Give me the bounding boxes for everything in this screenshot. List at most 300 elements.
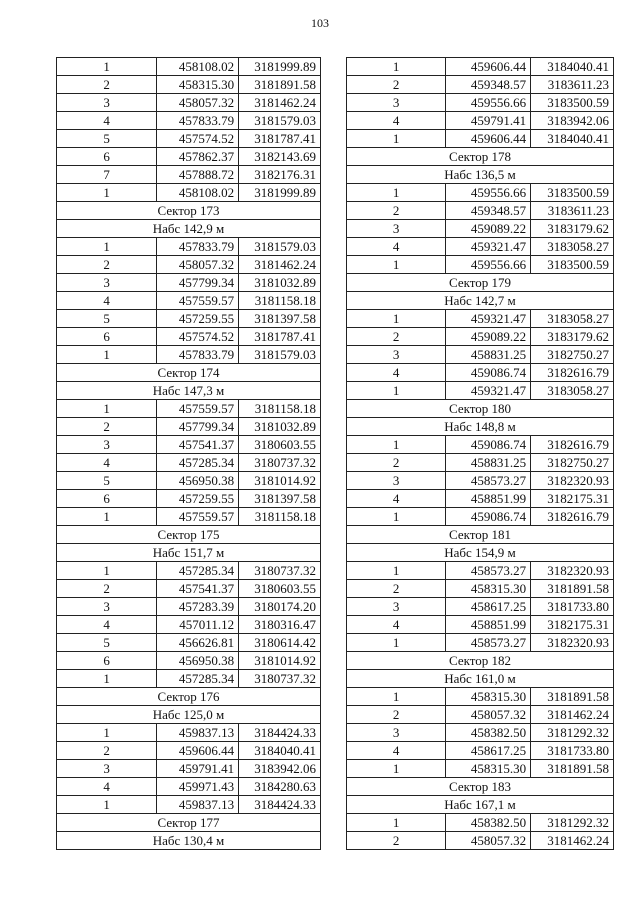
- point-number: 2: [57, 256, 157, 274]
- sector-header: Набс 161,0 м: [347, 670, 614, 688]
- sector-header: Набс 125,0 м: [57, 706, 321, 724]
- x-coordinate: 458382.50: [446, 724, 531, 742]
- x-coordinate: 458315.30: [446, 760, 531, 778]
- point-number: 1: [347, 688, 446, 706]
- x-coordinate: 458315.30: [446, 580, 531, 598]
- point-number: 2: [347, 328, 446, 346]
- y-coordinate: 3180614.42: [239, 634, 321, 652]
- point-number: 5: [57, 472, 157, 490]
- x-coordinate: 459606.44: [446, 58, 531, 76]
- sector-header: Сектор 182: [347, 652, 614, 670]
- point-number: 1: [347, 814, 446, 832]
- x-coordinate: 457559.57: [157, 508, 239, 526]
- x-coordinate: 456950.38: [157, 652, 239, 670]
- x-coordinate: 457559.57: [157, 292, 239, 310]
- y-coordinate: 3181579.03: [239, 346, 321, 364]
- x-coordinate: 458382.50: [446, 814, 531, 832]
- point-number: 2: [347, 76, 446, 94]
- y-coordinate: 3181014.92: [239, 652, 321, 670]
- x-coordinate: 459089.22: [446, 220, 531, 238]
- y-coordinate: 3181397.58: [239, 310, 321, 328]
- y-coordinate: 3182320.93: [531, 472, 614, 490]
- coordinate-row: [347, 832, 614, 850]
- y-coordinate: 3181891.58: [239, 76, 321, 94]
- sector-header: Сектор 177: [57, 814, 321, 832]
- coordinate-row: [57, 112, 321, 130]
- sector-header: Набс 151,7 м: [57, 544, 321, 562]
- coordinate-row: [347, 256, 614, 274]
- page-number: 103: [311, 16, 329, 30]
- y-coordinate: 3184424.33: [239, 796, 321, 814]
- y-coordinate: 3180603.55: [239, 436, 321, 454]
- coordinate-row: [57, 742, 321, 760]
- point-number: 3: [347, 346, 446, 364]
- point-number: 1: [347, 310, 446, 328]
- sector-header: Сектор 174: [57, 364, 321, 382]
- y-coordinate: 3184424.33: [239, 724, 321, 742]
- y-coordinate: 3183611.23: [531, 202, 614, 220]
- point-number: 3: [57, 274, 157, 292]
- point-number: 6: [57, 328, 157, 346]
- sector-header: Набс 130,4 м: [57, 832, 321, 850]
- sector-header-row: [347, 526, 614, 544]
- y-coordinate: 3181579.03: [239, 238, 321, 256]
- y-coordinate: 3184040.41: [531, 58, 614, 76]
- point-number: 4: [57, 454, 157, 472]
- coordinate-row: [347, 436, 614, 454]
- coordinate-row: [347, 472, 614, 490]
- x-coordinate: 457259.55: [157, 490, 239, 508]
- y-coordinate: 3183942.06: [531, 112, 614, 130]
- sector-header-row: [347, 148, 614, 166]
- sector-header-row: [347, 652, 614, 670]
- y-coordinate: 3180316.47: [239, 616, 321, 634]
- coordinate-row: [347, 706, 614, 724]
- x-coordinate: 457283.39: [157, 598, 239, 616]
- point-number: 1: [57, 400, 157, 418]
- point-number: 1: [347, 562, 446, 580]
- coordinate-row: [347, 220, 614, 238]
- point-number: 1: [347, 58, 446, 76]
- y-coordinate: 3183500.59: [531, 256, 614, 274]
- coordinate-row: [57, 256, 321, 274]
- coordinate-row: [347, 184, 614, 202]
- point-number: 4: [347, 490, 446, 508]
- sector-header: Набс 148,8 м: [347, 418, 614, 436]
- point-number: 2: [347, 706, 446, 724]
- sector-header-row: [57, 382, 321, 400]
- y-coordinate: 3181292.32: [531, 724, 614, 742]
- sector-header: Набс 142,7 м: [347, 292, 614, 310]
- sector-header: Сектор 180: [347, 400, 614, 418]
- y-coordinate: 3183058.27: [531, 382, 614, 400]
- point-number: 2: [57, 580, 157, 598]
- x-coordinate: 458057.32: [446, 832, 531, 850]
- coordinate-row: [57, 580, 321, 598]
- x-coordinate: 458057.32: [446, 706, 531, 724]
- point-number: 2: [347, 832, 446, 850]
- sector-header-row: [57, 220, 321, 238]
- coordinate-row: [347, 328, 614, 346]
- x-coordinate: 457862.37: [157, 148, 239, 166]
- y-coordinate: 3182175.31: [531, 616, 614, 634]
- y-coordinate: 3183942.06: [239, 760, 321, 778]
- point-number: 3: [347, 724, 446, 742]
- coordinate-row: [347, 598, 614, 616]
- x-coordinate: 457541.37: [157, 580, 239, 598]
- coordinate-row: [57, 490, 321, 508]
- x-coordinate: 458617.25: [446, 598, 531, 616]
- y-coordinate: 3181462.24: [239, 256, 321, 274]
- y-coordinate: 3182750.27: [531, 454, 614, 472]
- x-coordinate: 458831.25: [446, 346, 531, 364]
- coordinate-row: [57, 400, 321, 418]
- x-coordinate: 456950.38: [157, 472, 239, 490]
- x-coordinate: 456626.81: [157, 634, 239, 652]
- sector-header-row: [347, 274, 614, 292]
- y-coordinate: 3183611.23: [531, 76, 614, 94]
- coordinate-row: [57, 148, 321, 166]
- sector-header: Сектор 173: [57, 202, 321, 220]
- y-coordinate: 3181999.89: [239, 184, 321, 202]
- coordinate-row: [57, 58, 321, 76]
- sector-header-row: [347, 778, 614, 796]
- point-number: 4: [347, 112, 446, 130]
- sector-header: Набс 167,1 м: [347, 796, 614, 814]
- coordinate-row: [57, 94, 321, 112]
- y-coordinate: 3181032.89: [239, 418, 321, 436]
- y-coordinate: 3183500.59: [531, 184, 614, 202]
- x-coordinate: 457888.72: [157, 166, 239, 184]
- point-number: 5: [57, 310, 157, 328]
- x-coordinate: 457559.57: [157, 400, 239, 418]
- coordinate-row: [57, 166, 321, 184]
- point-number: 1: [347, 508, 446, 526]
- coordinate-row: [347, 814, 614, 832]
- y-coordinate: 3182616.79: [531, 508, 614, 526]
- coordinate-row: [347, 724, 614, 742]
- point-number: 6: [57, 490, 157, 508]
- point-number: 5: [57, 130, 157, 148]
- point-number: 1: [347, 436, 446, 454]
- coordinate-row: [347, 688, 614, 706]
- y-coordinate: 3183179.62: [531, 220, 614, 238]
- point-number: 1: [57, 58, 157, 76]
- sector-header-row: [57, 688, 321, 706]
- coordinate-row: [347, 562, 614, 580]
- point-number: 3: [347, 220, 446, 238]
- coordinate-row: [57, 238, 321, 256]
- sector-header-row: [347, 670, 614, 688]
- x-coordinate: 458573.27: [446, 472, 531, 490]
- x-coordinate: 458315.30: [157, 76, 239, 94]
- x-coordinate: 459086.74: [446, 436, 531, 454]
- x-coordinate: 459971.43: [157, 778, 239, 796]
- point-number: 3: [57, 598, 157, 616]
- x-coordinate: 459556.66: [446, 256, 531, 274]
- sector-header-row: [57, 706, 321, 724]
- x-coordinate: 458851.99: [446, 616, 531, 634]
- coordinate-row: [57, 652, 321, 670]
- coordinate-row: [347, 58, 614, 76]
- point-number: 1: [347, 760, 446, 778]
- sector-header-row: [347, 544, 614, 562]
- y-coordinate: 3181733.80: [531, 598, 614, 616]
- y-coordinate: 3182320.93: [531, 562, 614, 580]
- y-coordinate: 3183058.27: [531, 310, 614, 328]
- point-number: 2: [347, 580, 446, 598]
- y-coordinate: 3181579.03: [239, 112, 321, 130]
- x-coordinate: 457259.55: [157, 310, 239, 328]
- coordinates-table-right: [346, 57, 614, 850]
- point-number: 4: [57, 292, 157, 310]
- point-number: 1: [347, 184, 446, 202]
- point-number: 4: [57, 616, 157, 634]
- sector-header: Сектор 183: [347, 778, 614, 796]
- coordinate-row: [57, 436, 321, 454]
- point-number: 3: [57, 436, 157, 454]
- y-coordinate: 3181891.58: [531, 688, 614, 706]
- x-coordinate: 457833.79: [157, 238, 239, 256]
- point-number: 3: [57, 94, 157, 112]
- y-coordinate: 3181787.41: [239, 328, 321, 346]
- x-coordinate: 457833.79: [157, 112, 239, 130]
- point-number: 4: [57, 112, 157, 130]
- x-coordinate: 457541.37: [157, 436, 239, 454]
- coordinate-row: [347, 490, 614, 508]
- coordinate-row: [57, 328, 321, 346]
- y-coordinate: 3181999.89: [239, 58, 321, 76]
- sector-header-row: [57, 364, 321, 382]
- coordinate-row: [347, 346, 614, 364]
- y-coordinate: 3181158.18: [239, 400, 321, 418]
- y-coordinate: 3180737.32: [239, 454, 321, 472]
- point-number: 2: [57, 418, 157, 436]
- x-coordinate: 459348.57: [446, 76, 531, 94]
- sector-header: Набс 142,9 м: [57, 220, 321, 238]
- y-coordinate: 3181158.18: [239, 508, 321, 526]
- y-coordinate: 3181462.24: [531, 832, 614, 850]
- x-coordinate: 458831.25: [446, 454, 531, 472]
- y-coordinate: 3181292.32: [531, 814, 614, 832]
- sector-header-row: [57, 814, 321, 832]
- x-coordinate: 459089.22: [446, 328, 531, 346]
- coordinate-row: [57, 454, 321, 472]
- x-coordinate: 459606.44: [157, 742, 239, 760]
- x-coordinate: 459556.66: [446, 184, 531, 202]
- y-coordinate: 3183058.27: [531, 238, 614, 256]
- point-number: 4: [347, 364, 446, 382]
- coordinate-row: [347, 364, 614, 382]
- coordinate-row: [347, 616, 614, 634]
- y-coordinate: 3180603.55: [239, 580, 321, 598]
- y-coordinate: 3181032.89: [239, 274, 321, 292]
- coordinate-row: [57, 796, 321, 814]
- y-coordinate: 3180737.32: [239, 670, 321, 688]
- point-number: 5: [57, 634, 157, 652]
- sector-header: Сектор 179: [347, 274, 614, 292]
- point-number: 2: [347, 454, 446, 472]
- point-number: 2: [57, 76, 157, 94]
- coordinate-row: [347, 202, 614, 220]
- coordinate-row: [347, 382, 614, 400]
- x-coordinate: 457833.79: [157, 346, 239, 364]
- x-coordinate: 459606.44: [446, 130, 531, 148]
- coordinate-row: [347, 454, 614, 472]
- y-coordinate: 3182143.69: [239, 148, 321, 166]
- y-coordinate: 3181787.41: [239, 130, 321, 148]
- y-coordinate: 3181158.18: [239, 292, 321, 310]
- y-coordinate: 3182750.27: [531, 346, 614, 364]
- coordinate-row: [347, 742, 614, 760]
- coordinate-row: [57, 274, 321, 292]
- sector-header: Сектор 178: [347, 148, 614, 166]
- y-coordinate: 3180737.32: [239, 562, 321, 580]
- sector-header: Сектор 175: [57, 526, 321, 544]
- point-number: 2: [347, 202, 446, 220]
- point-number: 4: [347, 616, 446, 634]
- x-coordinate: 457574.52: [157, 130, 239, 148]
- coordinate-row: [57, 76, 321, 94]
- point-number: 1: [57, 562, 157, 580]
- sector-header: Сектор 176: [57, 688, 321, 706]
- point-number: 6: [57, 652, 157, 670]
- x-coordinate: 459791.41: [446, 112, 531, 130]
- sector-header-row: [57, 202, 321, 220]
- coordinate-row: [57, 184, 321, 202]
- x-coordinate: 459321.47: [446, 310, 531, 328]
- coordinate-row: [347, 760, 614, 778]
- coordinate-row: [57, 634, 321, 652]
- point-number: 4: [347, 742, 446, 760]
- y-coordinate: 3181462.24: [239, 94, 321, 112]
- x-coordinate: 459321.47: [446, 238, 531, 256]
- coordinate-row: [57, 724, 321, 742]
- y-coordinate: 3181397.58: [239, 490, 321, 508]
- x-coordinate: 458573.27: [446, 562, 531, 580]
- x-coordinate: 457285.34: [157, 562, 239, 580]
- x-coordinate: 458573.27: [446, 634, 531, 652]
- sector-header: Набс 136,5 м: [347, 166, 614, 184]
- coordinate-row: [347, 634, 614, 652]
- coordinates-table-left: [56, 57, 321, 850]
- y-coordinate: 3183179.62: [531, 328, 614, 346]
- coordinate-row: [347, 238, 614, 256]
- coordinate-row: [57, 616, 321, 634]
- y-coordinate: 3182616.79: [531, 364, 614, 382]
- y-coordinate: 3183500.59: [531, 94, 614, 112]
- coordinate-row: [57, 562, 321, 580]
- point-number: 3: [347, 472, 446, 490]
- coordinate-row: [57, 130, 321, 148]
- point-number: 1: [57, 796, 157, 814]
- point-number: 1: [347, 382, 446, 400]
- coordinate-row: [347, 130, 614, 148]
- coordinate-row: [57, 292, 321, 310]
- coordinate-row: [57, 760, 321, 778]
- point-number: 1: [347, 130, 446, 148]
- point-number: 1: [57, 670, 157, 688]
- point-number: 7: [57, 166, 157, 184]
- x-coordinate: 457799.34: [157, 274, 239, 292]
- coordinate-row: [57, 508, 321, 526]
- x-coordinate: 458851.99: [446, 490, 531, 508]
- x-coordinate: 458315.30: [446, 688, 531, 706]
- sector-header-row: [347, 292, 614, 310]
- x-coordinate: 459556.66: [446, 94, 531, 112]
- point-number: 2: [57, 742, 157, 760]
- x-coordinate: 457285.34: [157, 454, 239, 472]
- x-coordinate: 459837.13: [157, 724, 239, 742]
- point-number: 3: [57, 760, 157, 778]
- coordinate-row: [57, 778, 321, 796]
- sector-header: Набс 154,9 м: [347, 544, 614, 562]
- y-coordinate: 3181891.58: [531, 760, 614, 778]
- x-coordinate: 457285.34: [157, 670, 239, 688]
- y-coordinate: 3181733.80: [531, 742, 614, 760]
- y-coordinate: 3184040.41: [239, 742, 321, 760]
- sector-header-row: [347, 400, 614, 418]
- point-number: 1: [57, 724, 157, 742]
- coordinate-row: [347, 112, 614, 130]
- coordinate-row: [57, 472, 321, 490]
- sector-header: Сектор 181: [347, 526, 614, 544]
- y-coordinate: 3181014.92: [239, 472, 321, 490]
- x-coordinate: 459348.57: [446, 202, 531, 220]
- sector-header-row: [57, 832, 321, 850]
- x-coordinate: 459791.41: [157, 760, 239, 778]
- x-coordinate: 457799.34: [157, 418, 239, 436]
- point-number: 1: [347, 256, 446, 274]
- coordinate-row: [347, 508, 614, 526]
- x-coordinate: 457011.12: [157, 616, 239, 634]
- y-coordinate: 3182616.79: [531, 436, 614, 454]
- sector-header-row: [347, 418, 614, 436]
- sector-header: Набс 147,3 м: [57, 382, 321, 400]
- sector-header-row: [347, 166, 614, 184]
- point-number: 1: [57, 508, 157, 526]
- x-coordinate: 458108.02: [157, 184, 239, 202]
- y-coordinate: 3184040.41: [531, 130, 614, 148]
- y-coordinate: 3181462.24: [531, 706, 614, 724]
- y-coordinate: 3180174.20: [239, 598, 321, 616]
- point-number: 3: [347, 94, 446, 112]
- coordinate-row: [57, 346, 321, 364]
- coordinate-row: [347, 76, 614, 94]
- point-number: 1: [57, 346, 157, 364]
- y-coordinate: 3182320.93: [531, 634, 614, 652]
- y-coordinate: 3181891.58: [531, 580, 614, 598]
- point-number: 1: [57, 184, 157, 202]
- x-coordinate: 459086.74: [446, 364, 531, 382]
- point-number: 6: [57, 148, 157, 166]
- y-coordinate: 3182175.31: [531, 490, 614, 508]
- coordinate-row: [57, 310, 321, 328]
- coordinate-row: [347, 310, 614, 328]
- x-coordinate: 458057.32: [157, 256, 239, 274]
- x-coordinate: 459086.74: [446, 508, 531, 526]
- x-coordinate: 459321.47: [446, 382, 531, 400]
- x-coordinate: 457574.52: [157, 328, 239, 346]
- coordinate-row: [57, 418, 321, 436]
- point-number: 1: [347, 634, 446, 652]
- point-number: 4: [347, 238, 446, 256]
- sector-header-row: [57, 526, 321, 544]
- point-number: 3: [347, 598, 446, 616]
- point-number: 4: [57, 778, 157, 796]
- y-coordinate: 3184280.63: [239, 778, 321, 796]
- point-number: 1: [57, 238, 157, 256]
